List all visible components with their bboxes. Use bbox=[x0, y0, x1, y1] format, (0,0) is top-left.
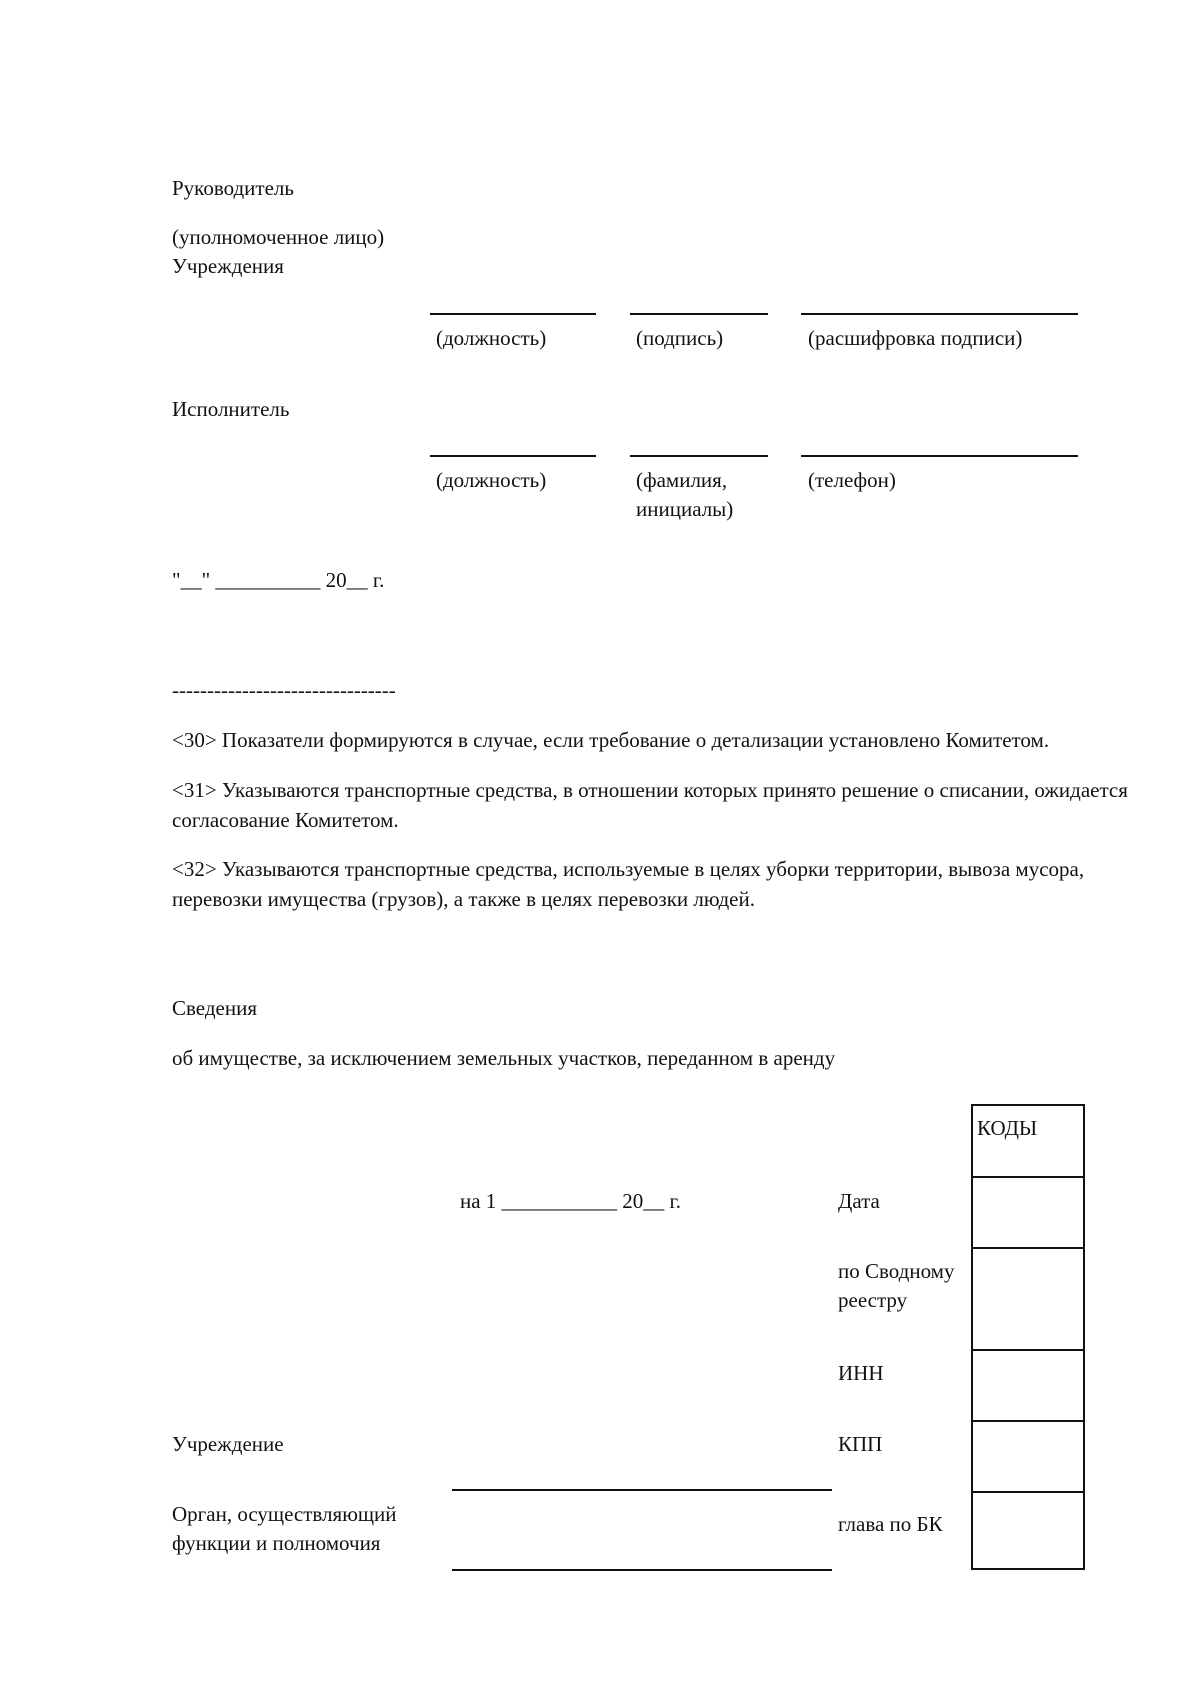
executor-phone-caption: (телефон) bbox=[808, 468, 896, 492]
head-signature-caption: (подпись) bbox=[636, 326, 724, 350]
executor-name-line[interactable] bbox=[630, 455, 768, 457]
head-signature-line[interactable] bbox=[630, 313, 768, 315]
executor-initials-caption: инициалы) bbox=[636, 497, 734, 521]
authorized-person-label: (уполномоченное лицо) bbox=[172, 225, 385, 249]
executor-position-caption: (должность) bbox=[436, 468, 547, 492]
head-decoding-caption: (расшифровка подписи) bbox=[808, 326, 1023, 350]
code-label-kpp: КПП bbox=[838, 1432, 883, 1456]
executor-label: Исполнитель bbox=[172, 397, 290, 421]
section-subtitle: об имуществе, за исключением земельных участков, переданном в аренду bbox=[172, 1046, 836, 1070]
codes-divider bbox=[973, 1420, 1083, 1422]
institution-line[interactable] bbox=[452, 1489, 832, 1491]
organ-line[interactable] bbox=[452, 1569, 832, 1571]
organ-label-line-2: функции и полномочия bbox=[172, 1531, 381, 1555]
date-line[interactable]: "__" __________ 20__ г. bbox=[172, 568, 385, 592]
executor-phone-line[interactable] bbox=[801, 455, 1078, 457]
code-label-registry-2: реестру bbox=[838, 1288, 908, 1312]
as-of-date[interactable]: на 1 ___________ 20__ г. bbox=[460, 1189, 682, 1213]
codes-table bbox=[971, 1104, 1085, 1570]
codes-divider bbox=[973, 1491, 1083, 1493]
institution-label: Учреждение bbox=[172, 1432, 284, 1456]
section-title: Сведения bbox=[172, 996, 257, 1020]
code-label-date: Дата bbox=[838, 1189, 880, 1213]
footnote-separator: -------------------------------- bbox=[172, 678, 396, 702]
codes-divider bbox=[973, 1349, 1083, 1351]
codes-header: КОДЫ bbox=[977, 1116, 1038, 1140]
institution-label-top: Учреждения bbox=[172, 254, 284, 278]
head-position-caption: (должность) bbox=[436, 326, 547, 350]
code-label-bk-chapter: глава по БК bbox=[838, 1512, 943, 1536]
footnote-32: <32> Указываются транспортные средства, используемые в целях уборки территории, вывоза мусора, перевозки имущества (грузов), а также в целях перевозки людей. bbox=[172, 857, 1085, 911]
head-label: Руководитель bbox=[172, 176, 294, 200]
footnote-30: <30> Показатели формируются в случае, если требование о детализации установлено Комитетом. bbox=[172, 728, 1050, 752]
footnote-31: <31> Указываются транспортные средства, в отношении которых принято решение о списании, ожидается согласование Комитетом. bbox=[172, 778, 1128, 832]
head-position-line[interactable] bbox=[430, 313, 596, 315]
head-signature-decoding-line[interactable] bbox=[801, 313, 1078, 315]
code-label-inn: ИНН bbox=[838, 1361, 884, 1385]
executor-surname-caption: (фамилия, bbox=[636, 468, 728, 492]
organ-label-line-1: Орган, осуществляющий bbox=[172, 1502, 397, 1526]
code-label-registry-1: по Сводному bbox=[838, 1259, 955, 1283]
executor-position-line[interactable] bbox=[430, 455, 596, 457]
codes-divider bbox=[973, 1176, 1083, 1178]
codes-divider bbox=[973, 1247, 1083, 1249]
